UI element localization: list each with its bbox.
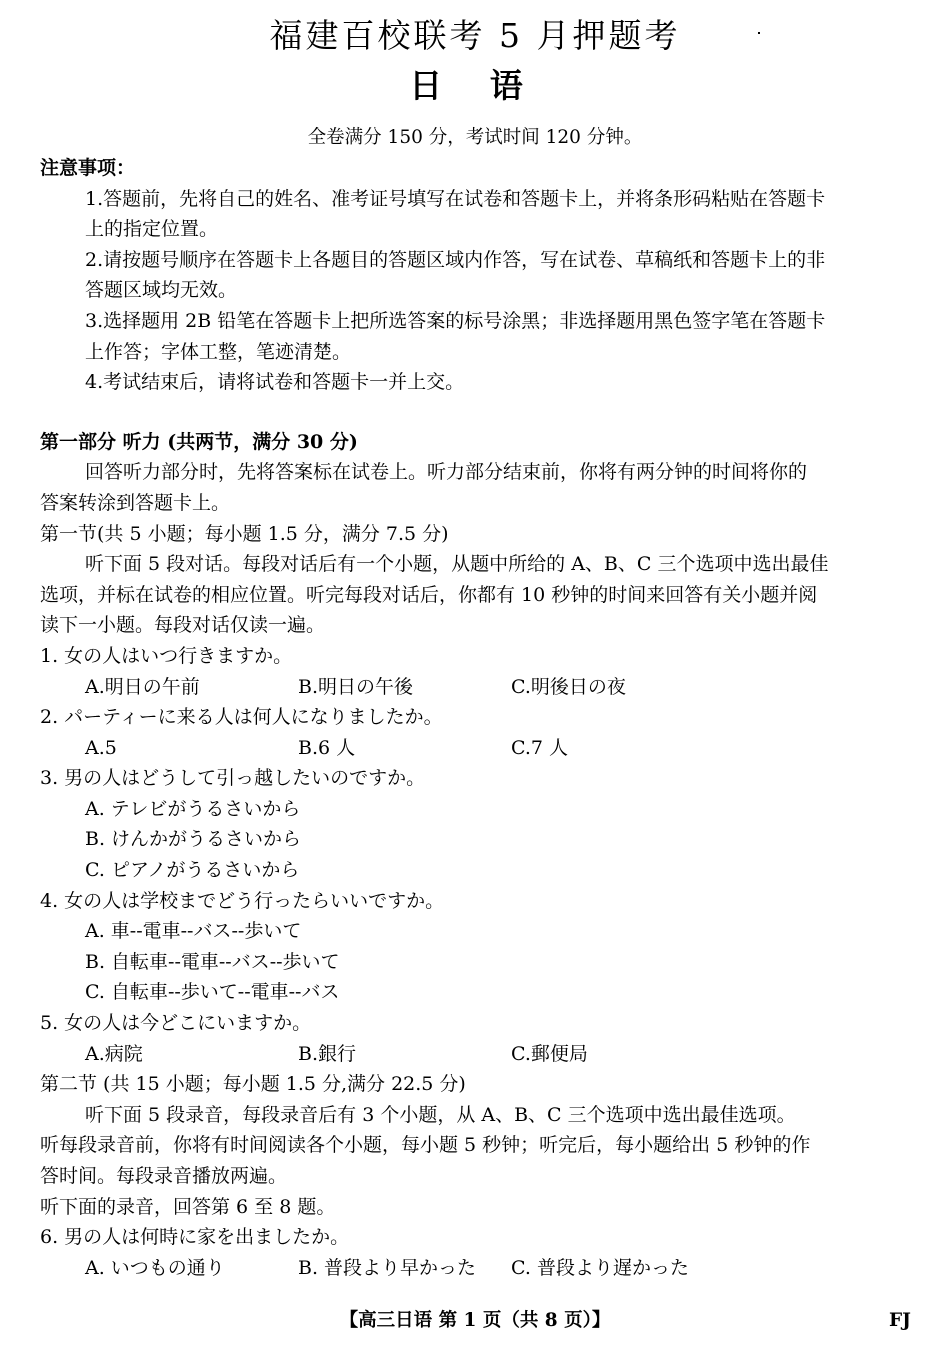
option-b: B. けんかがうるさいから [85, 828, 302, 851]
question-1: 1. 女の人はいつ行きますか。 [40, 644, 293, 667]
question-4: 4. 女の人は学校までどう行ったらいいですか。 [40, 889, 445, 912]
notice-line: 4.考试结束后，请将试卷和答题卡一并上交。 [85, 371, 465, 394]
option-b: B.6 人 [298, 736, 356, 759]
question-1-options [40, 672, 910, 703]
notice-line: 上的指定位置。 [85, 218, 219, 241]
option-a: A.明日の午前 [85, 675, 200, 698]
section1-intro-line: 读下一小题。每段对话仅读一遍。 [40, 614, 326, 637]
section2-intro-line: 听下面 5 段录音，每段录音后有 3 个小题，从 A、B、C 三个选项中选出最佳选项。 [85, 1103, 796, 1126]
option-b: B.明日の午後 [298, 675, 414, 698]
section2-heading: 第二节 (共 15 小题；每小题 1.5 分,满分 22.5 分) [40, 1073, 466, 1096]
section2-intro-line: 听每段录音前，你将有时间阅读各个小题，每小题 5 秒钟；听完后，每小题给出 5 秒钟的作 [40, 1134, 811, 1157]
notice-heading: 注意事项： [40, 157, 136, 179]
spacer [40, 398, 910, 427]
question-5-options [40, 1039, 910, 1070]
question-6: 6. 男の人は何時に家を出ましたか。 [40, 1226, 350, 1249]
speck-mark [758, 32, 760, 34]
option-b: B. 自転車--電車--バス--歩いて [85, 950, 340, 973]
option-b: B. 普段より早かった [298, 1256, 477, 1279]
option-a: A.病院 [85, 1042, 143, 1065]
notice-line: 3.选择题用 2B 铅笔在答题卡上把所选答案的标号涂黑；非选择题用黑色签字笔在答题卡 [85, 309, 826, 332]
notice-line: 1.答题前，先将自己的姓名、准考证号填写在试卷和答题卡上，并将条形码粘贴在答题卡 [85, 187, 826, 210]
part1-heading: 第一部分 听力 (共两节，满分 30 分) [40, 430, 358, 453]
exam-content [40, 153, 910, 1283]
question-6-options [40, 1253, 910, 1284]
option-c: C. 自転車--歩いて--電車--バス [85, 981, 340, 1004]
listen-instruction: 听下面的录音，回答第 6 至 8 题。 [40, 1195, 336, 1218]
option-a: A. テレビがうるさいから [85, 797, 301, 820]
notice-line: 答题区域均无效。 [85, 279, 238, 302]
question-2: 2. パーティーに来る人は何人になりましたか。 [40, 706, 443, 729]
exam-title: 福建百校联考 5 月押题考 [269, 16, 681, 55]
part1-intro-line: 回答听力部分时，先将答案标在试卷上。听力部分结束前，你将有两分钟的时间将你的 [85, 461, 808, 484]
question-2-options [40, 733, 910, 764]
option-c: C.7 人 [511, 736, 569, 759]
section2-intro-line: 答时间。每段录音播放两遍。 [40, 1165, 288, 1187]
option-a: A.5 [85, 736, 117, 759]
option-b: B.銀行 [298, 1042, 357, 1065]
notice-line: 2.请按题号顺序在答题卡上各题目的答题区域内作答，写在试卷、草稿纸和答题卡上的非 [85, 248, 826, 271]
question-3: 3. 男の人はどうして引っ越したいのですか。 [40, 767, 426, 790]
option-c: C. 普段より遅かった [511, 1256, 689, 1279]
question-5: 5. 女の人は今どこにいますか。 [40, 1012, 312, 1035]
notice-line: 上作答；字体工整，笔迹清楚。 [85, 340, 352, 363]
section1-intro-line: 选项，并标在试卷的相应位置。听完每段对话后，你都有 10 秒钟的时间来回答有关小题并阅 [40, 583, 818, 606]
section1-intro-line: 听下面 5 段对话。每段对话后有一个小题，从题中所给的 A、B、C 三个选项中选出最佳 [85, 553, 829, 576]
option-c: C.明後日の夜 [511, 675, 626, 698]
option-a: A. いつもの通り [85, 1256, 225, 1279]
section1-heading: 第一节(共 5 小题；每小题 1.5 分，满分 7.5 分) [40, 522, 449, 545]
option-c: C. ピアノがうるさいから [85, 859, 300, 882]
part1-intro-line: 答案转涂到答题卡上。 [40, 491, 231, 514]
option-a: A. 車--電車--バス--歩いて [85, 920, 302, 943]
exam-subject: 日 语 [409, 66, 541, 105]
page-footer: 【高三日语 第 1 页（共 8 页）】 [339, 1310, 611, 1331]
region-code: FJ [889, 1310, 911, 1331]
score-time-line: 全卷满分 150 分，考试时间 120 分钟。 [307, 127, 643, 148]
option-c: C.郵便局 [511, 1042, 588, 1065]
